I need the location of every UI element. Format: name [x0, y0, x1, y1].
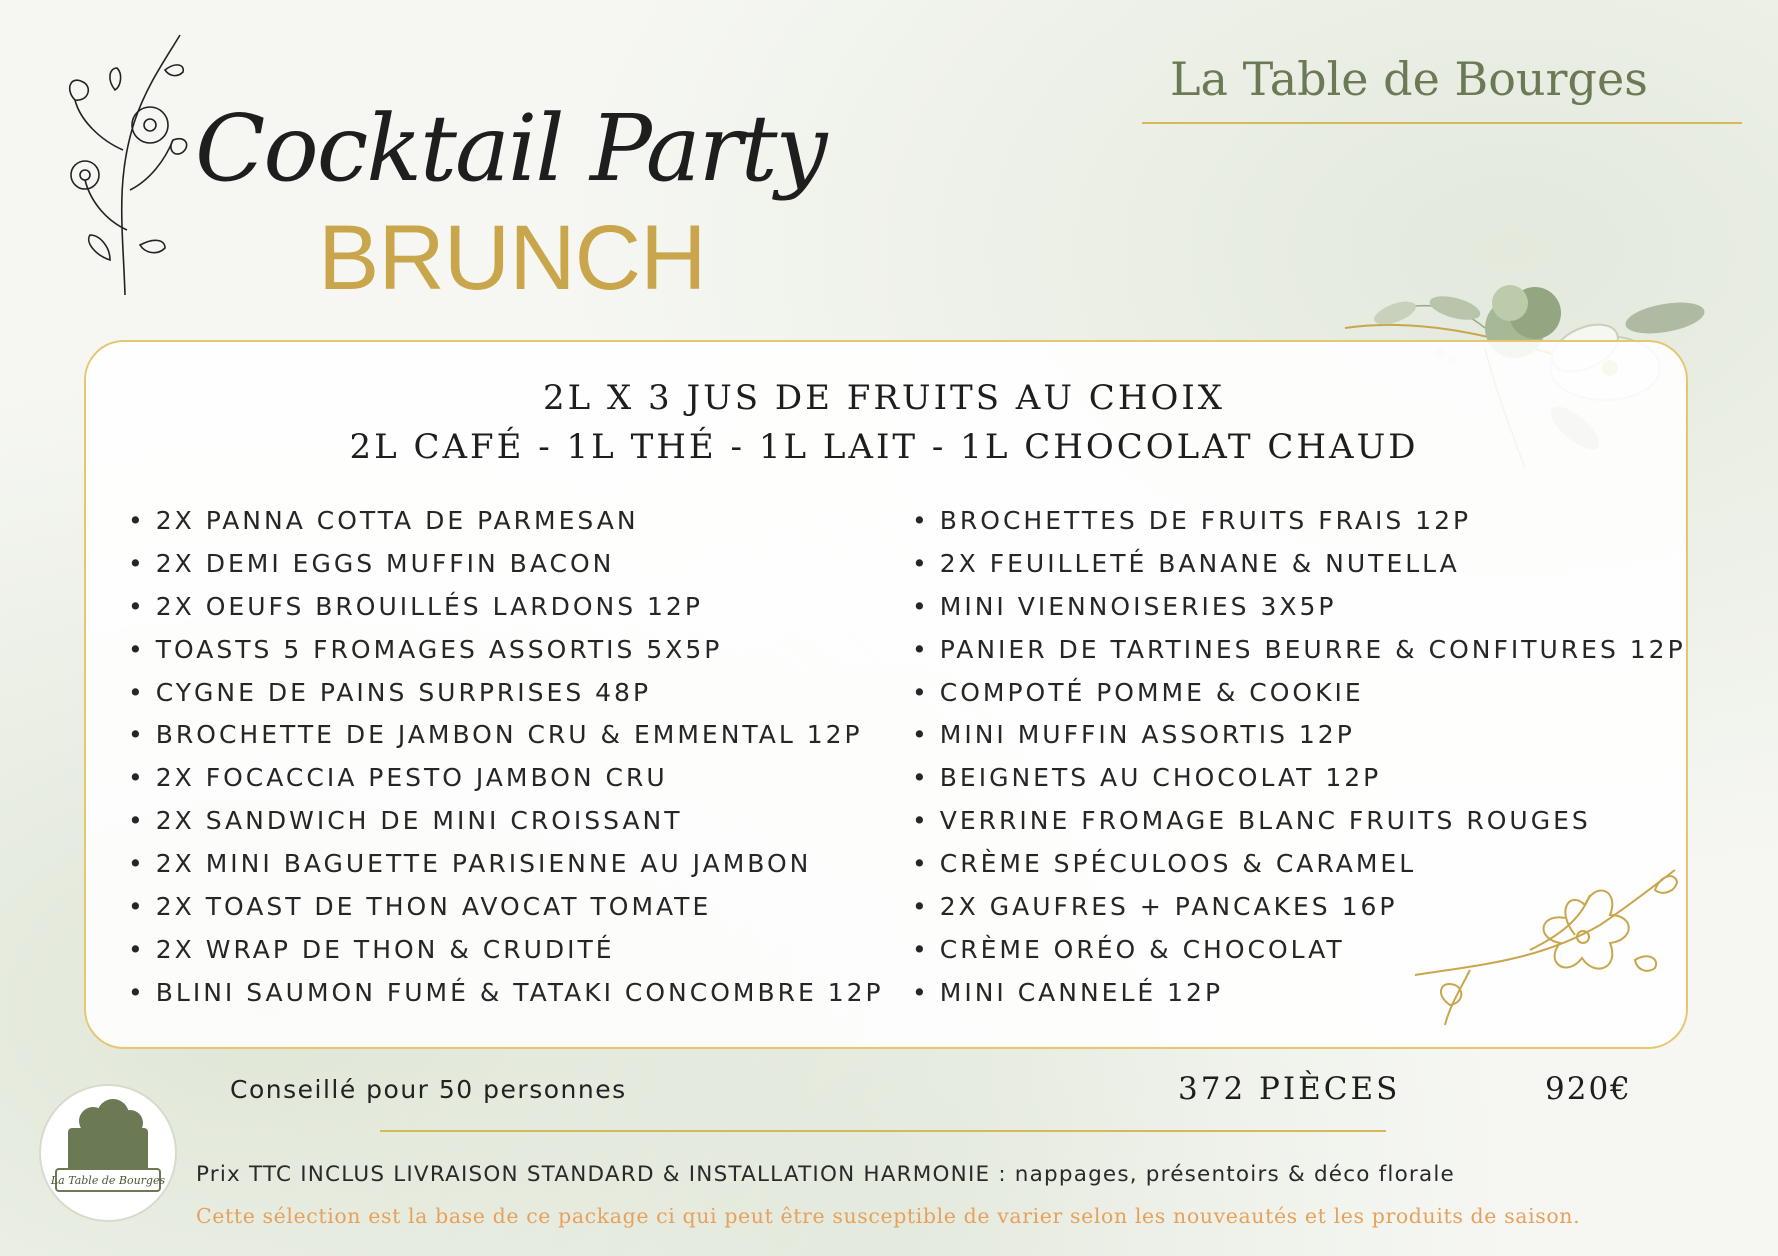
logo-icon [38, 1083, 178, 1223]
list-item: • 2X WRAP DE THON & CRUDITÉ [128, 929, 884, 972]
list-item: • MINI VIENNOISERIES 3X5P [912, 586, 1686, 629]
menu-list-left [128, 500, 884, 1015]
price: 920€ [1545, 1071, 1632, 1107]
list-item: • 2X OEUFS BROUILLÉS LARDONS 12P [128, 586, 884, 629]
list-item: • VERRINE FROMAGE BLANC FRUITS ROUGES [912, 800, 1686, 843]
flower-sketch-icon [55, 30, 195, 300]
pieces-count: 372 PIÈCES [1178, 1071, 1401, 1107]
list-item: • PANIER DE TARTINES BEURRE & CONFITURES 12P [912, 629, 1686, 672]
list-item: • CRÈME SPÉCULOOS & CARAMEL [912, 843, 1686, 886]
brand-name: La Table de Bourges [1170, 52, 1648, 106]
list-item: • BEIGNETS AU CHOCOLAT 12P [912, 757, 1686, 800]
title-script: Cocktail Party [195, 95, 826, 202]
list-item: • BROCHETTE DE JAMBON CRU & EMMENTAL 12P [128, 714, 884, 757]
disclaimer: Cette sélection est la base de ce package ci qui peut être susceptible de varier selon les nouveautés et les produits de saison. [196, 1204, 1581, 1228]
drinks-line-1: 2L X 3 JUS DE FRUITS AU CHOIX [543, 378, 1225, 418]
drinks-line-2: 2L CAFÉ - 1L THÉ - 1L LAIT - 1L CHOCOLAT CHAUD [349, 427, 1419, 467]
list-item: • BLINI SAUMON FUMÉ & TATAKI CONCOMBRE 12P [128, 972, 884, 1015]
list-item: • CYGNE DE PAINS SURPRISES 48P [128, 672, 884, 715]
list-item: • 2X DEMI EGGS MUFFIN BACON [128, 543, 884, 586]
list-item: • MINI CANNELÉ 12P [912, 972, 1686, 1015]
list-item: • 2X TOAST DE THON AVOCAT TOMATE [128, 886, 884, 929]
list-item: • 2X FOCACCIA PESTO JAMBON CRU [128, 757, 884, 800]
page-title: BRUNCH [318, 207, 706, 309]
brand-underline [1142, 122, 1742, 124]
list-item: • 2X FEUILLETÉ BANANE & NUTELLA [912, 543, 1686, 586]
list-item: • COMPOTÉ POMME & COOKIE [912, 672, 1686, 715]
fine-print: Prix TTC INCLUS LIVRAISON STANDARD & INSTALLATION HARMONIE : nappages, présentoirs & déco florale [196, 1162, 1455, 1187]
list-item: • 2X MINI BAGUETTE PARISIENNE AU JAMBON [128, 843, 884, 886]
recommendation-text: Conseillé pour 50 personnes [230, 1075, 627, 1104]
list-item: • 2X PANNA COTTA DE PARMESAN [128, 500, 884, 543]
list-item: • 2X SANDWICH DE MINI CROISSANT [128, 800, 884, 843]
svg-text:La Table de Bourges: La Table de Bourges [50, 1174, 166, 1187]
list-item: • 2X GAUFRES + PANCAKES 16P [912, 886, 1686, 929]
list-item: • BROCHETTES DE FRUITS FRAIS 12P [912, 500, 1686, 543]
list-item: • TOASTS 5 FROMAGES ASSORTIS 5X5P [128, 629, 884, 672]
list-item: • CRÈME ORÉO & CHOCOLAT [912, 929, 1686, 972]
list-item: • MINI MUFFIN ASSORTIS 12P [912, 714, 1686, 757]
gold-flower-icon [1410, 865, 1690, 1035]
footer-divider [380, 1130, 1386, 1132]
